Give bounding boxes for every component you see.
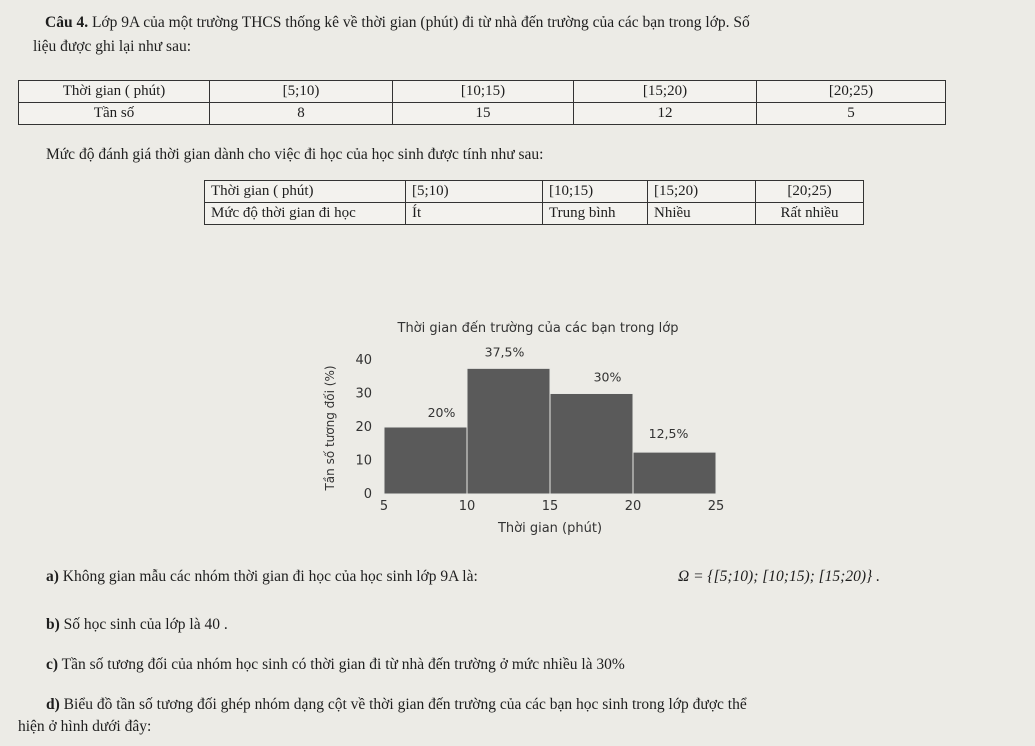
question-number: Câu 4. [45, 14, 89, 31]
bar-2 [550, 394, 633, 495]
x-tick-0: 5 [379, 499, 389, 514]
table1-header-3: [15;20) [574, 81, 757, 103]
between-tables-text: Mức độ đánh giá thời gian dành cho việc đi học của học sinh được tính như sau: [46, 146, 544, 163]
table1-header-4: [20;25) [757, 81, 946, 103]
option-d-text-line1: Biểu đồ tần số tương đối ghép nhóm dạng cột về thời gian đến trường của các bạn học sinh trong lớp được thể [63, 696, 747, 713]
question-intro-line1: Lớp 9A của một trường THCS thống kê về thời gian (phút) đi từ nhà đến trường của các bạn trong lớp. Số [91, 14, 750, 31]
table2-cell-1: Ít [406, 203, 543, 225]
data-label-0: 20% [427, 405, 456, 420]
table1-cell-1: 8 [210, 103, 393, 125]
frequency-table [18, 80, 946, 125]
x-tick-2: 15 [541, 499, 559, 514]
table1-cell-0: Tần số [19, 103, 210, 125]
option-d-label: d) [46, 696, 60, 713]
chart-title: Thời gian đến trường của các bạn trong lớp [397, 321, 679, 336]
data-label-2: 30% [593, 369, 622, 385]
table1-cell-3: 12 [574, 103, 757, 125]
option-c-label: c) [46, 656, 59, 673]
x-tick-3: 20 [624, 499, 642, 514]
table1-header-2: [10;15) [393, 81, 574, 103]
table2-header-1: [5;10) [406, 181, 543, 203]
table1-cell-2: 15 [393, 103, 574, 125]
table1-cell-4: 5 [757, 103, 946, 125]
bar-1 [467, 368, 550, 494]
option-a [46, 568, 478, 586]
bar-0 [384, 427, 467, 494]
option-d [46, 696, 1026, 714]
data-label-1: 37,5% [484, 344, 525, 360]
option-a-label: a) [46, 568, 59, 585]
option-c [46, 656, 625, 674]
option-d-text-line2: hiện ở hình dưới đây: [18, 718, 152, 735]
option-b [46, 616, 228, 634]
table2-cell-2: Trung bình [543, 203, 648, 225]
table2-cell-3: Nhiều [648, 203, 756, 225]
option-b-label: b) [46, 616, 60, 633]
level-table [204, 180, 864, 225]
y-axis-label: Tần số tương đối (%) [323, 365, 337, 491]
x-tick-1: 10 [458, 499, 476, 514]
option-a-text: Không gian mẫu các nhóm thời gian đi học của học sinh lớp 9A là: [62, 568, 478, 585]
histogram-svg [300, 318, 760, 548]
y-tick-2: 20 [355, 420, 372, 435]
table2-header-4: [20;25) [756, 181, 864, 203]
table2-header-0: Thời gian ( phút) [205, 181, 406, 203]
data-label-3: 12,5% [648, 426, 689, 442]
option-c-text: Tần số tương đối của nhóm học sinh có thời gian đi từ nhà đến trường ở mức nhiều là 30% [61, 656, 625, 673]
table2-header-3: [15;20) [648, 181, 756, 203]
question-intro [45, 12, 1030, 34]
y-tick-3: 30 [355, 386, 372, 402]
bar-3 [633, 452, 716, 494]
table2-cell-4: Rất nhiều [756, 203, 864, 225]
y-tick-4: 40 [355, 353, 372, 368]
x-tick-4: 25 [707, 499, 725, 514]
table1-header-1: [5;10) [210, 81, 393, 103]
option-a-formula: Ω = {[5;10); [10;15); [15;20)} . [678, 568, 880, 585]
option-b-text: Số học sinh của lớp là 40 . [63, 616, 228, 633]
histogram-chart [300, 318, 760, 548]
table1-header-0: Thời gian ( phút) [19, 81, 210, 103]
y-tick-1: 10 [355, 453, 372, 469]
x-axis-label: Thời gian (phút) [497, 521, 603, 536]
table2-cell-0: Mức độ thời gian đi học [205, 203, 406, 225]
y-tick-0: 0 [363, 487, 372, 502]
question-intro-line2: liệu được ghi lại như sau: [33, 38, 192, 55]
table2-header-2: [10;15) [543, 181, 648, 203]
